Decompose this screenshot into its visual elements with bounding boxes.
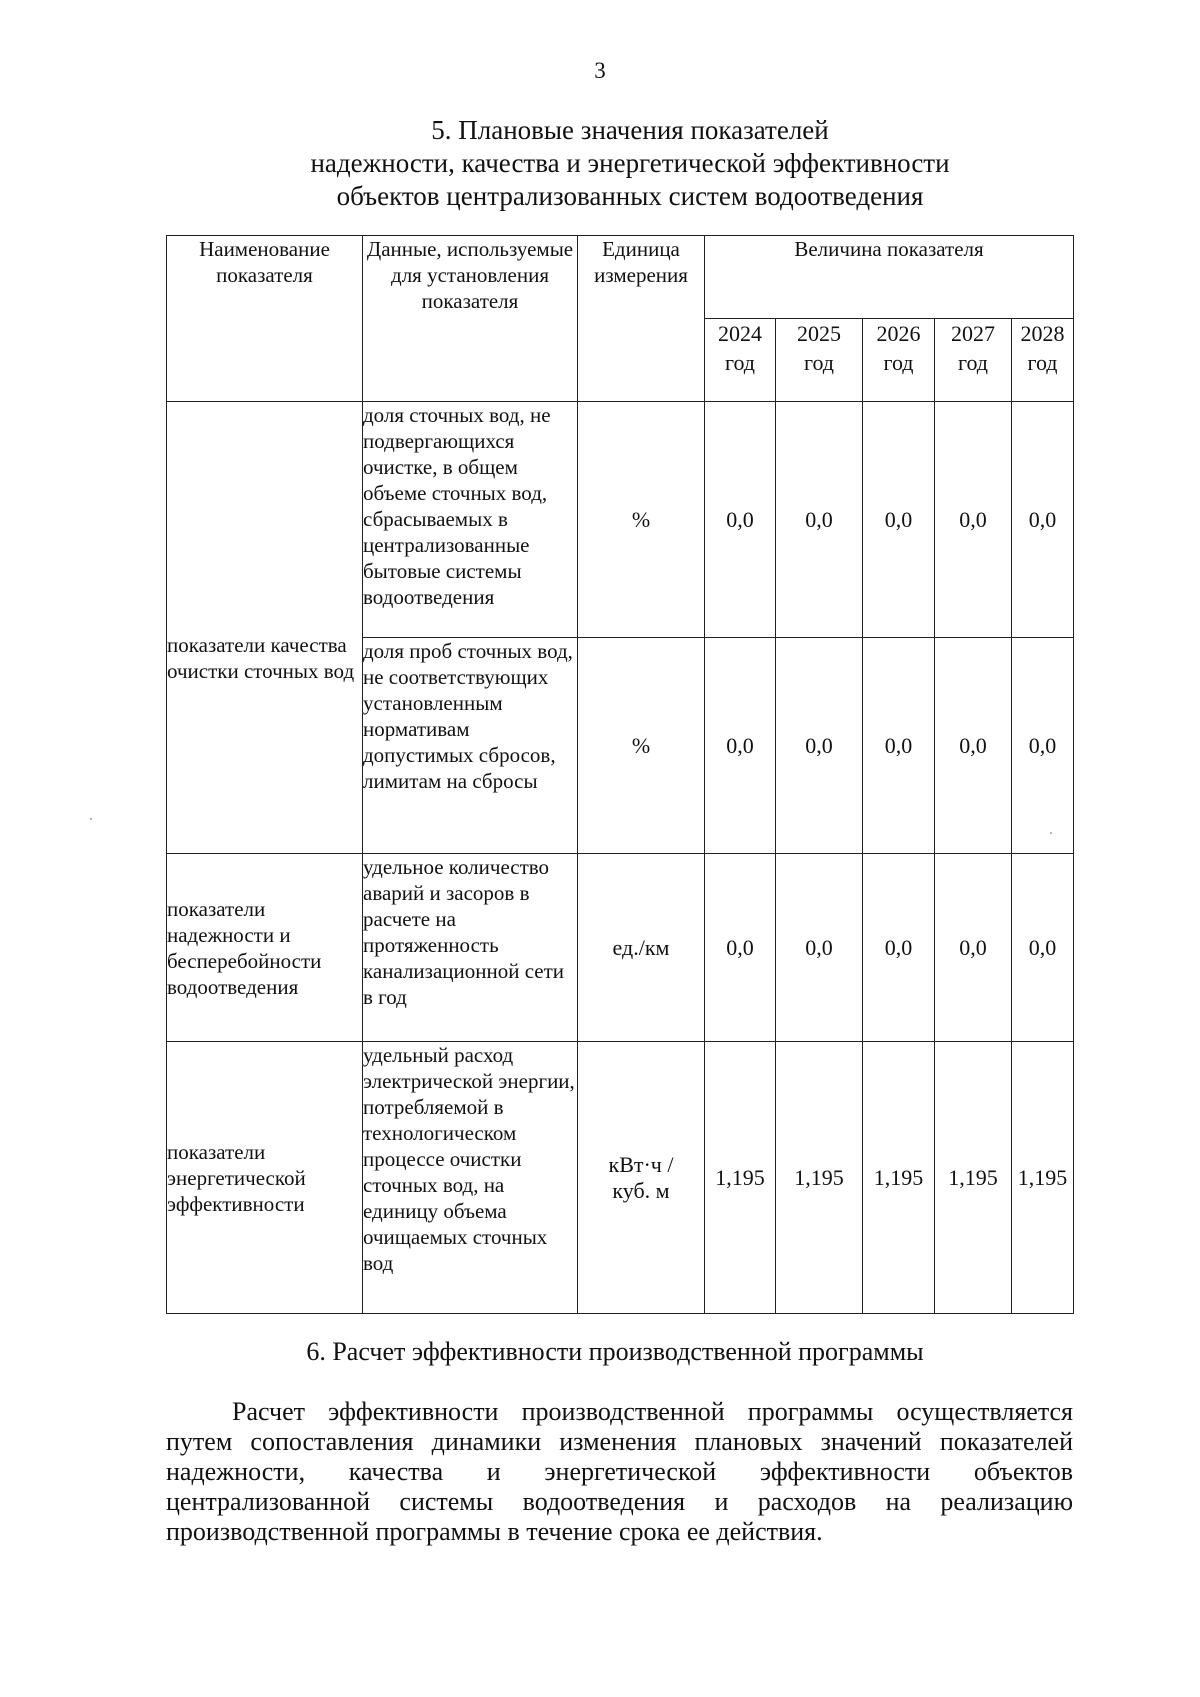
page-number: 3 xyxy=(594,58,606,83)
year-suffix: год xyxy=(883,350,914,375)
year-number: 2028 xyxy=(1020,321,1065,346)
column-header-year xyxy=(1012,319,1074,402)
value-cell: 0,0 xyxy=(705,854,776,1042)
section-5-title-line: надежности, качества и энергетической эффективности xyxy=(310,148,950,178)
value-cell: 0,0 xyxy=(705,402,776,638)
column-header-unit: Единица измерения xyxy=(578,236,705,402)
value-cell: 0,0 xyxy=(705,638,776,854)
value-cell: 0,0 xyxy=(935,854,1012,1042)
year-number: 2027 xyxy=(951,321,995,346)
indicators-table xyxy=(166,235,1074,1314)
indicator-group-name: показатели качества очистки сточных вод xyxy=(167,402,363,854)
section-5-title-line: объектов централизованных систем водоотведения xyxy=(336,181,924,211)
value-cell: 0,0 xyxy=(1012,854,1074,1042)
column-header-year xyxy=(935,319,1012,402)
column-header-data: Данные, используемые для установления показателя xyxy=(363,236,578,402)
section-5-title xyxy=(0,114,1200,213)
indicator-unit-cell: % xyxy=(578,402,705,638)
value-cell: 0,0 xyxy=(935,638,1012,854)
value-cell: 0,0 xyxy=(776,402,863,638)
section-6-title: 6. Расчет эффективности производственной программы xyxy=(306,1337,924,1366)
value-cell: 1,195 xyxy=(776,1042,863,1314)
value-cell: 0,0 xyxy=(863,402,935,638)
value-cell: 1,195 xyxy=(935,1042,1012,1314)
table-row xyxy=(167,402,1074,638)
column-header-year xyxy=(776,319,863,402)
column-header-year xyxy=(705,319,776,402)
year-suffix: год xyxy=(1027,350,1058,375)
column-header-name: Наименование показателя xyxy=(167,236,363,402)
indicator-data-cell: доля проб сточных вод, не соответствующих установленным нормативам допустимых сбросов, лимитам на сбросы xyxy=(363,638,578,854)
indicator-group-name: показатели надежности и бесперебойности водоотведения xyxy=(167,854,363,1042)
year-number: 2024 xyxy=(718,321,762,346)
value-cell: 0,0 xyxy=(776,638,863,854)
unit-text: кВт·ч / куб. м xyxy=(608,1151,674,1203)
section-5-title-line: 5. Плановые значения показателей xyxy=(431,115,829,145)
indicator-unit-cell: % xyxy=(578,638,705,854)
column-header-value-group: Величина показателя xyxy=(705,236,1074,319)
indicator-group-name: показатели энергетической эффективности xyxy=(167,1042,363,1314)
body-paragraph: Расчет эффективности производственной программы осуществляется путем сопоставления динамики изменения плановых значений показателей надежности, качества и энергетической эффективности объектов централизованной системы водоотведения и расходов на реализацию производственной программы в течение срока ее действия. xyxy=(166,1397,1073,1546)
value-cell: 1,195 xyxy=(863,1042,935,1314)
value-cell: 0,0 xyxy=(935,402,1012,638)
value-cell: 0,0 xyxy=(1012,402,1074,638)
scan-speck xyxy=(90,818,92,820)
header-row xyxy=(167,236,1074,319)
table-row xyxy=(167,854,1074,1042)
year-suffix: год xyxy=(724,350,756,375)
indicator-data-cell: удельный расход электрической энергии, потребляемой в технологическом процессе очистки сточных вод, на единицу объема очищаемых сточных вод xyxy=(363,1042,578,1314)
value-cell: 0,0 xyxy=(863,854,935,1042)
indicator-unit-cell: ед./км xyxy=(578,854,705,1042)
indicator-data-cell: удельное количество аварий и засоров в расчете на протяженность канализационной сети в год xyxy=(363,854,578,1042)
indicator-unit-cell xyxy=(578,1042,705,1314)
value-cell: 0,0 xyxy=(776,854,863,1042)
year-number: 2026 xyxy=(876,321,921,346)
value-cell: 0,0 xyxy=(863,638,935,854)
scan-speck xyxy=(1050,832,1052,834)
column-header-year xyxy=(863,319,935,402)
year-suffix: год xyxy=(803,350,835,375)
value-cell: 1,195 xyxy=(705,1042,776,1314)
year-suffix: год xyxy=(957,350,989,375)
value-cell: 1,195 xyxy=(1012,1042,1074,1314)
year-number: 2025 xyxy=(797,321,841,346)
value-cell: 0,0 xyxy=(1012,638,1074,854)
table-row xyxy=(167,1042,1074,1314)
indicator-data-cell: доля сточных вод, не подвергающихся очистке, в общем объеме сточных вод, сбрасываемых в централизованные бытовые системы водоотведения xyxy=(363,402,578,638)
